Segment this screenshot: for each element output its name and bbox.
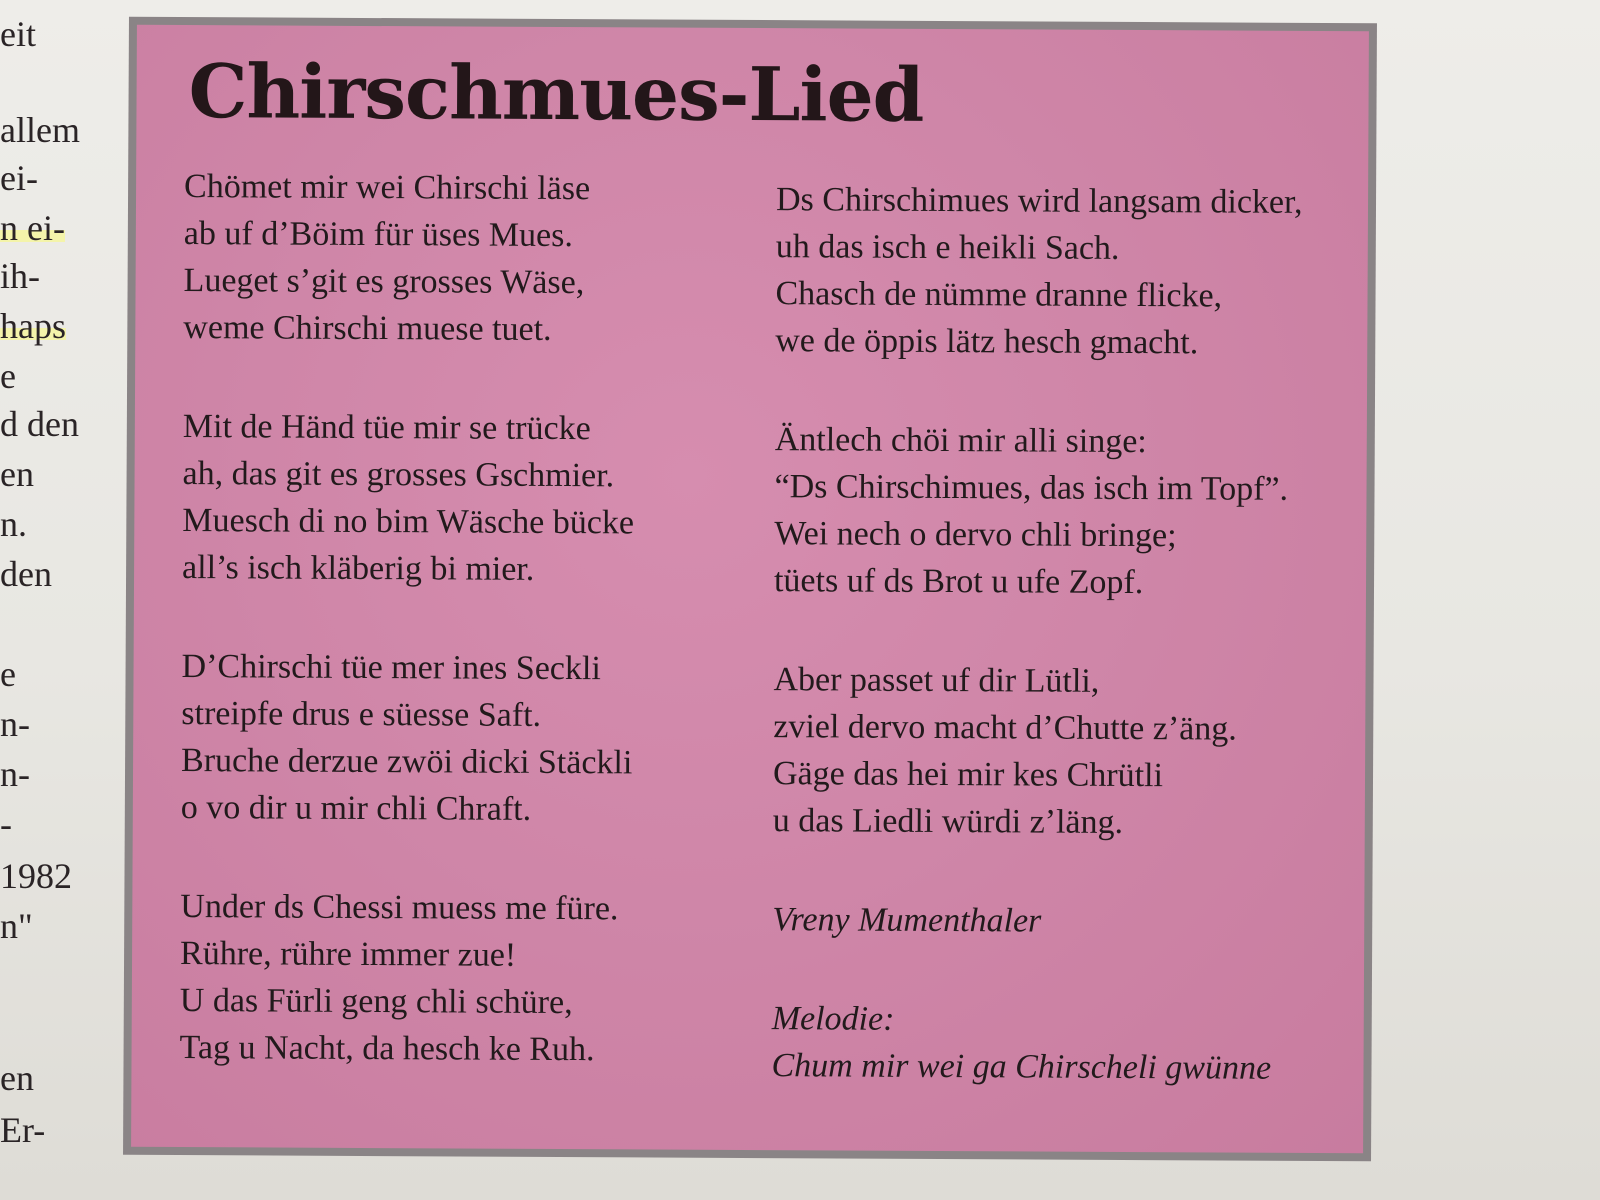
verse-line: weme Chirschi muese tuet. <box>183 309 552 348</box>
adjacent-text-line: n. <box>0 504 27 544</box>
stanza-1 <box>183 163 754 354</box>
adjacent-text-column <box>0 0 120 1200</box>
left-verse-column <box>179 163 754 1074</box>
melody-name: Chum mir wei ga Chirscheli gwünne <box>771 1047 1272 1087</box>
verse-line: Lueget s’git es grosses Wäse, <box>183 262 585 302</box>
right-verse-column <box>771 176 1366 1092</box>
adjacent-text-line: e <box>0 356 16 396</box>
adjacent-text-line: eit <box>0 14 36 54</box>
verse-line: ab uf d’Böim für üses Mues. <box>183 215 574 255</box>
adjacent-text-line: den <box>0 554 52 594</box>
verse-line: o vo dir u mir chli Chraft. <box>180 789 532 828</box>
adjacent-text-line: en <box>0 454 34 494</box>
verse-line: Under ds Chessi muess me füre. <box>180 888 619 928</box>
adjacent-text-line: d den <box>0 404 79 444</box>
stanza-5 <box>775 176 1366 367</box>
melody-label: Melodie: <box>771 1000 895 1038</box>
verse-line: Muesch di no bim Wäsche bücke <box>182 502 635 542</box>
adjacent-text-line: - <box>0 804 12 844</box>
adjacent-text-line: n" <box>0 906 33 946</box>
adjacent-text-line: n ei- <box>0 208 65 248</box>
stanza-7 <box>773 656 1364 847</box>
song-box <box>123 17 1377 1162</box>
verse-line: Wei nech o dervo chli bringe; <box>774 515 1177 555</box>
verse-line: Chasch de nümme dranne flicke, <box>775 275 1223 315</box>
song-author: Vreny Mumenthaler <box>772 901 1042 940</box>
verse-line: Chömet mir wei Chirschi läse <box>184 168 591 208</box>
stanza-2 <box>182 403 753 594</box>
verse-line: all’s isch kläberig bi mier. <box>182 549 535 588</box>
adjacent-text-line: n- <box>0 704 30 744</box>
song-box-background <box>131 25 1369 1153</box>
adjacent-text-line: 1982 <box>0 856 72 896</box>
verse-line: Tag u Nacht, da hesch ke Ruh. <box>179 1029 595 1069</box>
verse-line: tüets uf ds Brot u ufe Zopf. <box>773 562 1144 602</box>
verse-line: Ds Chirschimues wird langsam dicker, <box>775 181 1303 221</box>
verse-line: “Ds Chirschimues, das isch im Topf”. <box>774 468 1289 508</box>
verse-line: U das Fürli geng chli schüre, <box>179 982 573 1022</box>
verse-line: Bruche derzue zwöi dicki Stäckli <box>180 742 633 782</box>
verse-line: Rühre, rühre immer zue! <box>179 935 517 974</box>
adjacent-text-line: haps <box>0 306 66 346</box>
verse-line: ah, das git es grosses Gschmier. <box>182 455 615 495</box>
adjacent-text-line: ih- <box>0 256 40 296</box>
verse-line: uh das isch e heikli Sach. <box>775 228 1120 267</box>
verse-line: zviel dervo macht d’Chutte z’äng. <box>773 708 1237 748</box>
verse-line: u das Liedli würdi z’läng. <box>772 802 1124 841</box>
verse-line: Äntlech chöi mir alli singe: <box>774 421 1147 461</box>
verse-line: Aber passet uf dir Lütli, <box>773 661 1100 700</box>
verse-line: Mit de Händ tüe mir se trücke <box>182 408 591 448</box>
adjacent-text-line: Er- <box>0 1110 46 1150</box>
adjacent-text-line: allem <box>0 110 80 150</box>
stanza-6 <box>774 416 1365 607</box>
song-title: Chirschmues-Lied <box>188 49 924 139</box>
adjacent-text-line: e <box>0 654 16 694</box>
verse-line: Gäge das hei mir kes Chrütli <box>772 755 1164 795</box>
verse-line: D’Chirschi tüe mer ines Seckli <box>181 648 601 688</box>
verse-line: streipfe drus e süesse Saft. <box>181 695 542 734</box>
adjacent-text-line: n- <box>0 754 30 794</box>
verse-line: we de öppis lätz hesch gmacht. <box>775 322 1199 362</box>
stanza-4 <box>179 883 750 1074</box>
adjacent-text-line: en <box>0 1058 34 1098</box>
stanza-3 <box>181 643 752 834</box>
adjacent-text-line: ei- <box>0 158 38 198</box>
